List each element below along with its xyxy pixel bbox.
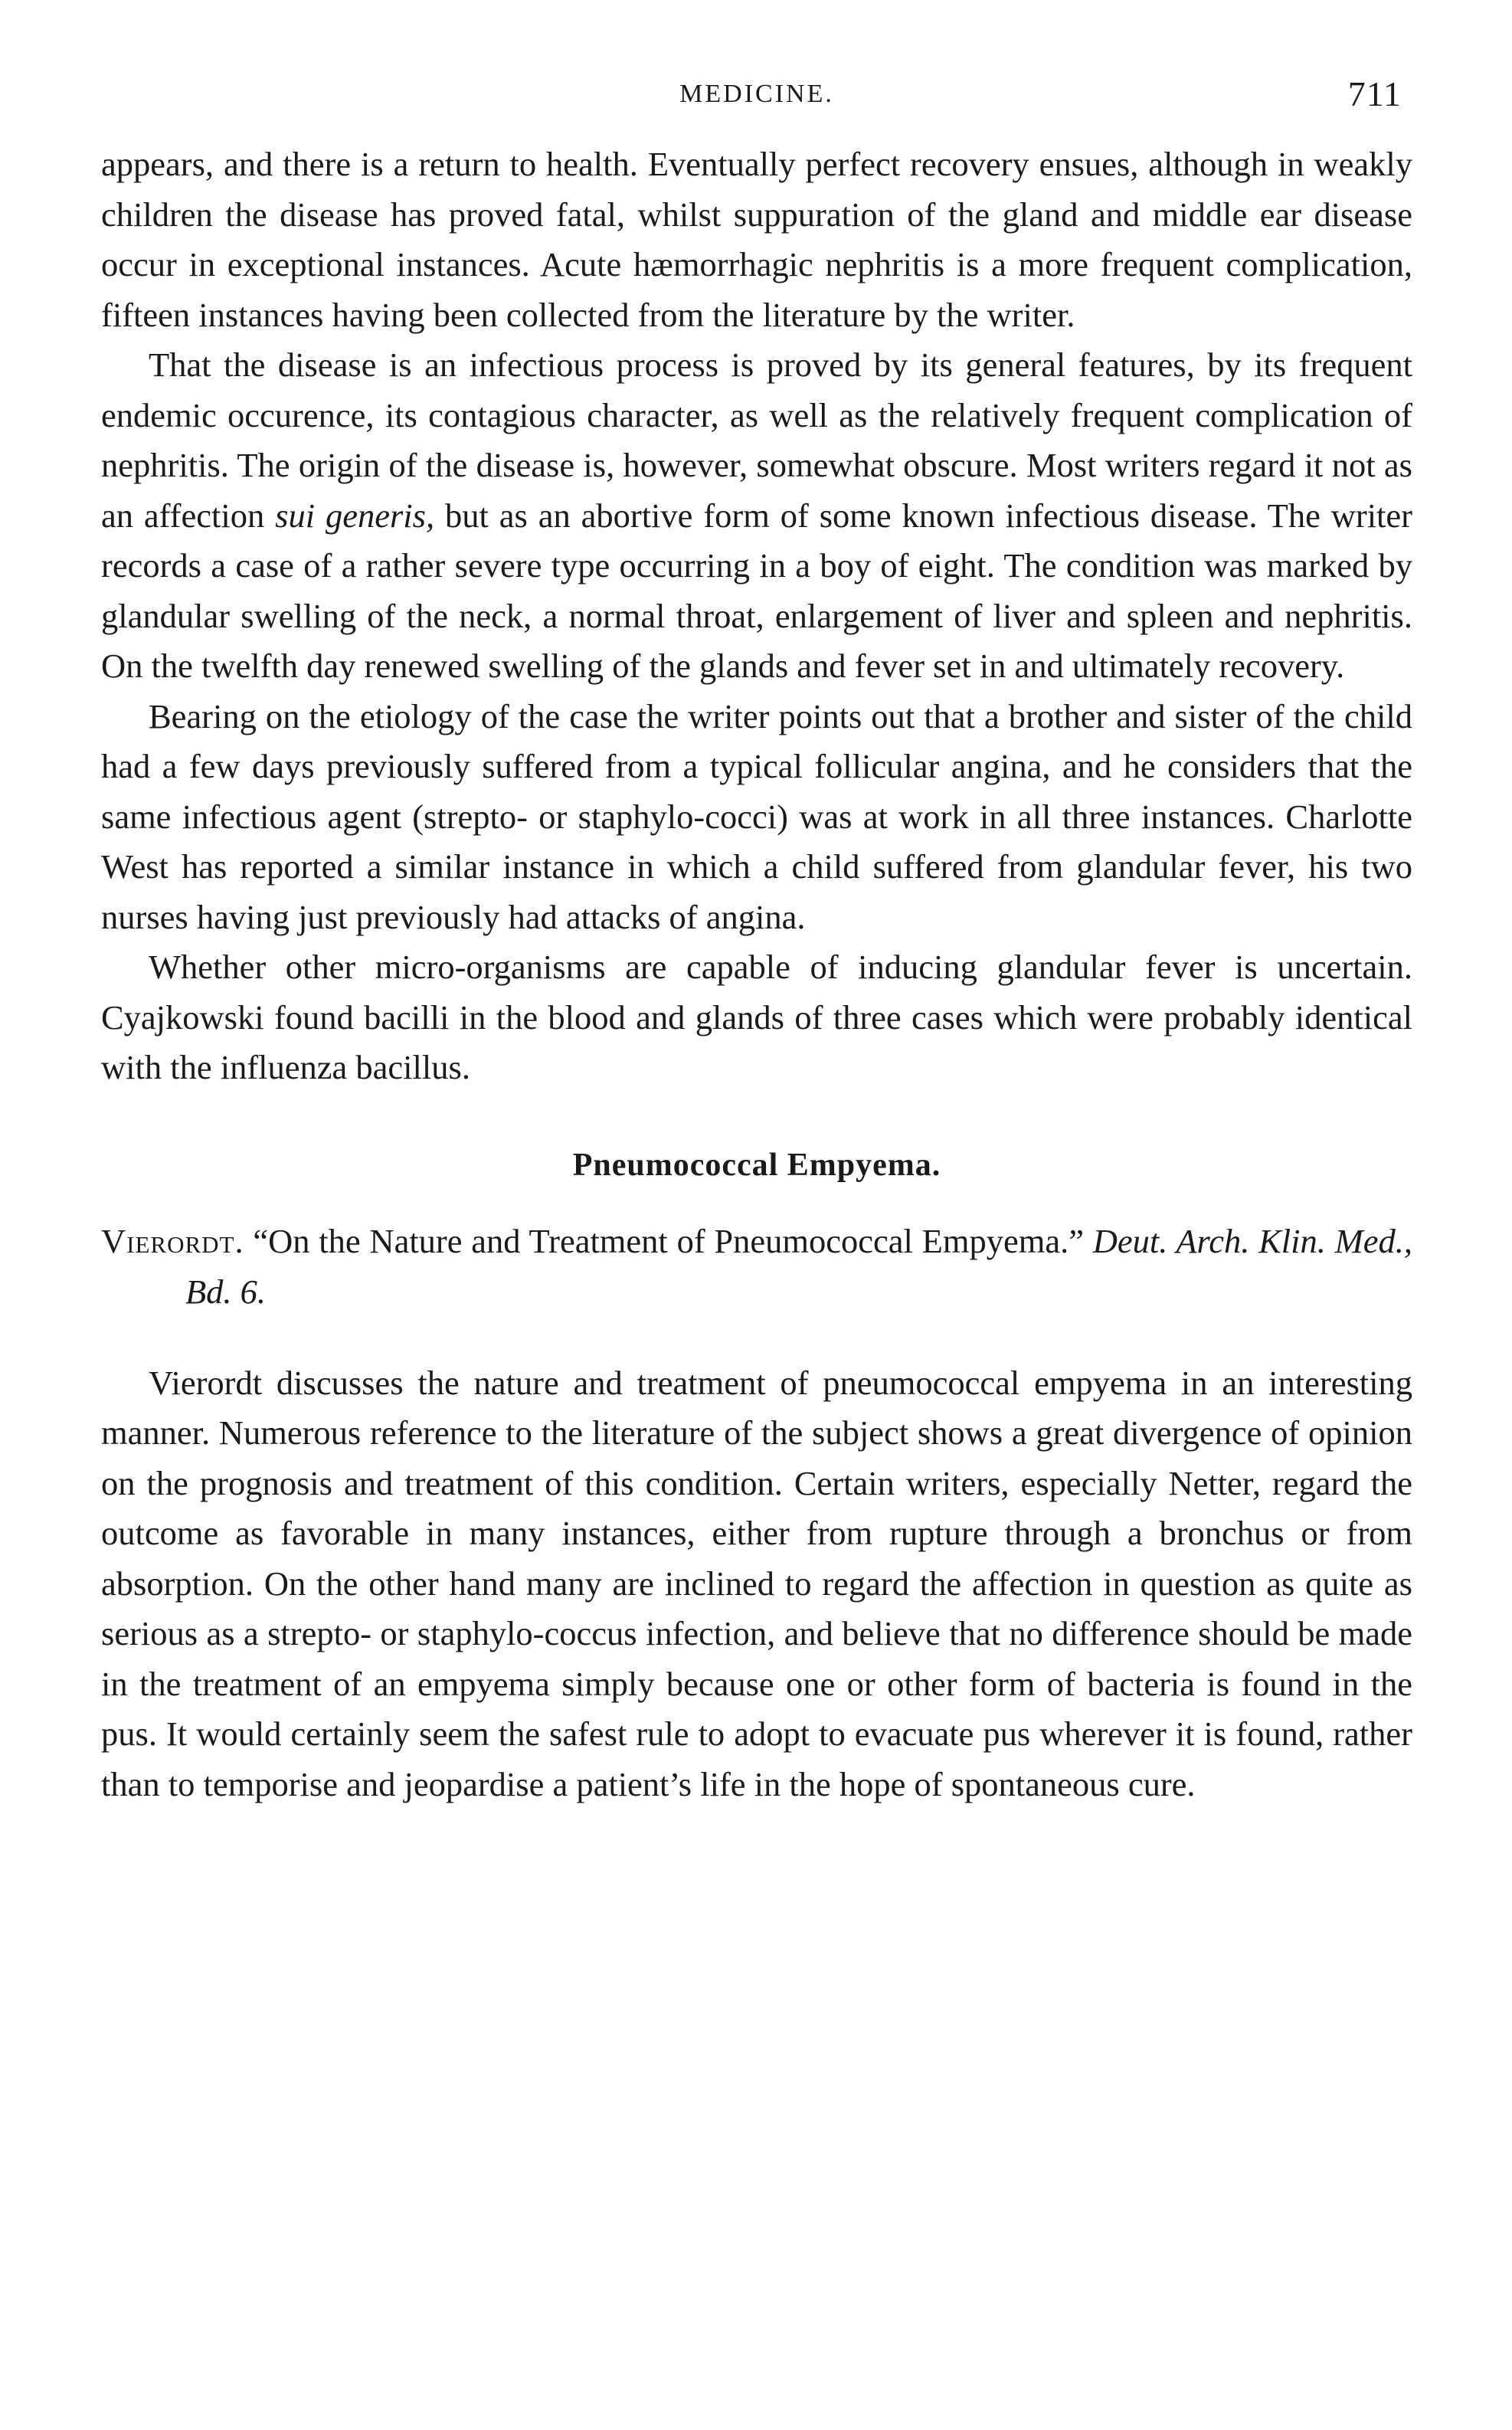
running-title: MEDICINE.: [679, 80, 834, 108]
citation: [101, 1216, 1412, 1317]
citation-title: “On the Nature and Treatment of Pneumococcal Empyema.”: [244, 1221, 1093, 1260]
paragraph-2-start: That the disease is an infectious process is proved by its general features, by its frequent endemic occurence, its contagious character, as well as the relatively frequent complication of nephritis. The origin of the disease is, however, somewhat obscure. Most writers regard it not as an affection: [101, 346, 1412, 535]
page: [101, 74, 1412, 1809]
paragraph-2: [101, 340, 1412, 692]
running-head: [101, 74, 1412, 120]
paragraph-1: appears, and there is a return to health. Eventually perfect recovery ensues, although in weakly children the disease has proved fatal, whilst suppuration of the gland and middle ear disease occur in exceptional instances. Acute hæmorrhagic nephritis is a more frequent complication, fifteen instances having been collected from the literature by the writer.: [101, 145, 1412, 334]
paragraph-2-end: but as an abortive form of some known infectious disease. The writer records a case of a rather severe type occurring in a boy of eight. The condition was marked by glandular swelling of the neck, a normal throat, enlargement of liver and spleen and nephritis. On the twelfth day renewed swelling of the glands and fever set in and ultimately recovery.: [101, 496, 1412, 685]
paragraph-4: Whether other micro-organisms are capable of inducing glandular fever is uncertain. Cyajkowski found bacilli in the blood and glands of three cases which were probably identical with the influenza bacillus.: [101, 948, 1412, 1086]
paragraph-2-italic: sui generis,: [275, 496, 435, 535]
section-body: Vierordt discusses the nature and treatment of pneumococcal empyema in an interesting manner. Numerous reference to the literature of the subject shows a great divergence of opinion on the prognosis and treatment of this condition. Certain writers, especially Netter, regard the outcome as favorable in many instances, either from rupture through a bronchus or from absorption. On the other hand many are inclined to regard the affection in question as quite as serious as a strepto- or staphylo-coccus infection, and believe that no difference should be made in the treatment of an empyema simply because one or other form of bacteria is found in the pus. It would certainly seem the safest rule to adopt to evacuate pus wherever it is found, rather than to temporise and jeopardise a patient’s life in the hope of spontaneous cure.: [101, 1363, 1412, 1803]
page-number: 711: [1347, 74, 1402, 113]
citation-source: Deut. Arch. Klin. Med., Bd. 6.: [185, 1221, 1412, 1311]
paragraph-3: Bearing on the etiology of the case the writer points out that a brother and sister of the child had a few days previously suffered from a typical follicular angina, and he considers that the same infectious agent (strepto- or staphylo-cocci) was at work in all three instances. Charlotte West has reported a similar instance in which a child suffered from glandular fever, his two nurses having just previously had attacks of angina.: [101, 696, 1412, 936]
citation-author: Vierordt.: [101, 1221, 244, 1260]
section-heading: Pneumococcal Empyema.: [572, 1147, 941, 1183]
